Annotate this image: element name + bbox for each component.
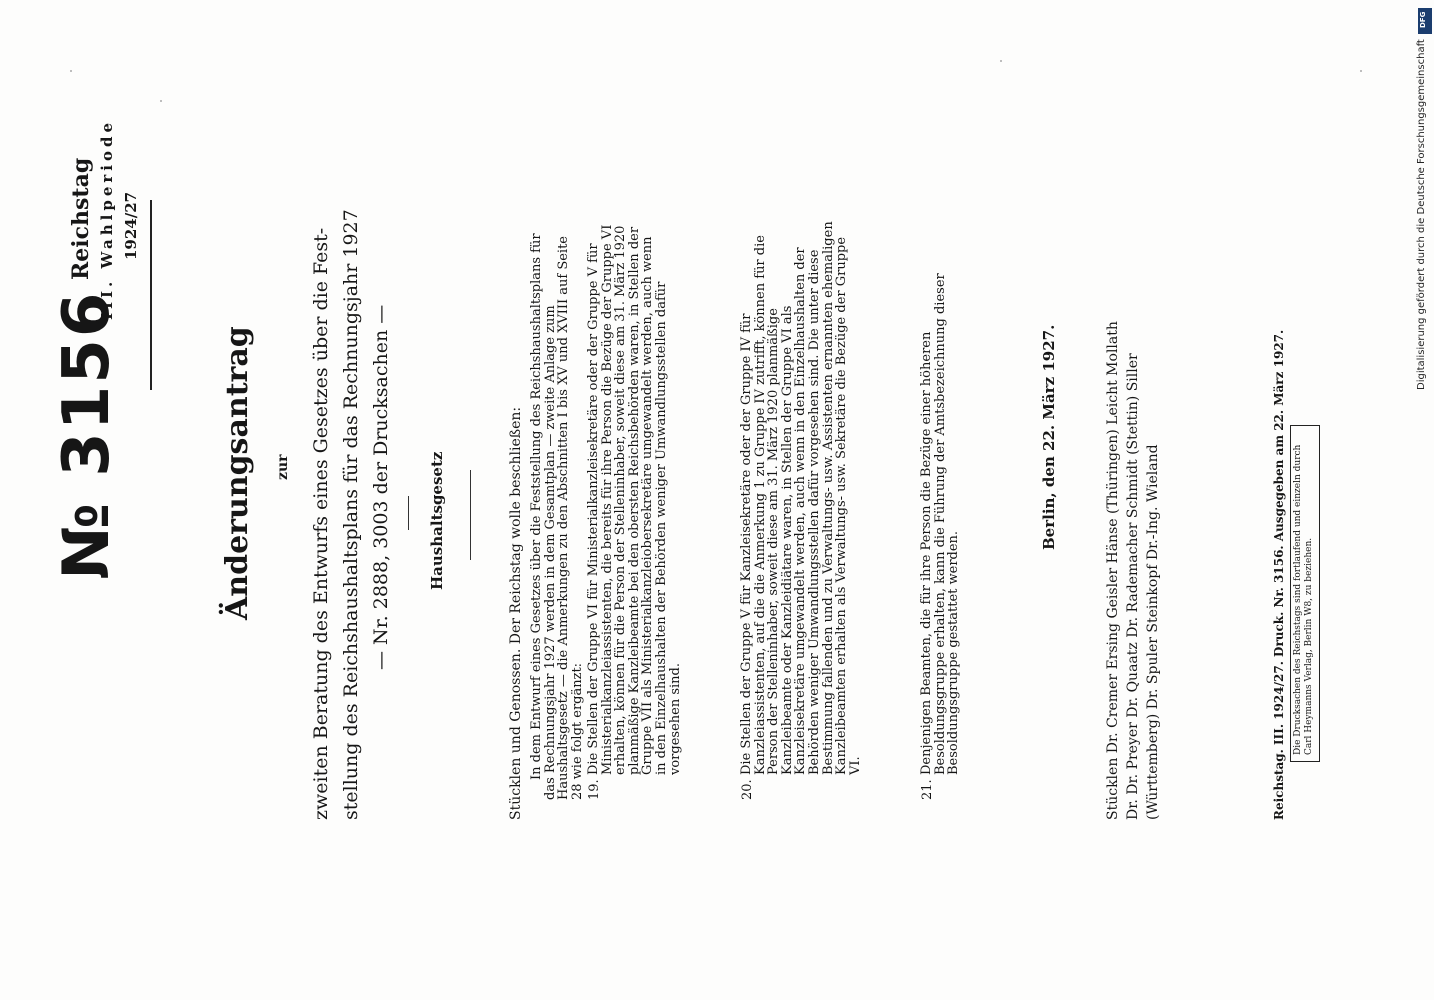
institution-name: Reichstag [68,157,94,280]
scan-speck [70,70,72,72]
signatures-line-3: (Württemberg) Dr. Spuler Steinkopf Dr.-Ing. Wieland [1145,444,1161,820]
scan-speck [160,100,162,102]
main-paragraph: In dem Entwurf eines Gesetzes über die Feststellung des Reichshaushaltsplans für das Rechnungsjahr 1927 werden in dem Gesamtplan — zweite Anlage zum Haushaltsgesetz — die Anmerkungen zu den Abschnitten I bis XV und XVIII auf Seite 28 wie folgt ergänzt: [529,233,585,800]
electoral-period: III. Wahlperiode [98,118,116,320]
document-title: Änderungsantrag [220,326,255,620]
signatures-line-2: Dr. Dr. Preyer Dr. Quaatz Dr. Rademacher Schmidt (Stettin) Siller [1125,353,1141,820]
item-19-text: Die Stellen der Gruppe VI für Ministerialkanzleisekretäre oder der Gruppe V für Ministerialkanzleiassistenten, die bereits für ihre Person die Bezüge der Gruppe VI erhalten, können für die Person der Stelleninhaber, soweit diese am 31. März 1920 planmäßige Kanzleibeamte bei den obersten Reichsbehörden waren, in Stellen der Gruppe VII als Ministerialkanzleiobersekretäre umgewandelt werden, auch wenn in den Einzelhaushalten der Behörden weniger Umwandlungsstellen dafür vorgesehen sind. [586,224,683,775]
divider-long [470,470,471,560]
scan-speck [1000,60,1002,62]
period-years: 1924/27 [122,191,140,260]
divider-short [408,496,409,530]
law-title: Haushaltsgesetz [428,451,446,590]
scan-speck [1360,70,1362,72]
subtitle-line-1: zweiten Beratung des Entwurfs eines Gesetzes über die Fest- [310,227,332,820]
item-20-text: Die Stellen der Gruppe V für Kanzleisekretäre oder der Gruppe IV für Kanzleiassistenten, auf die die Anmerkung 1 zu Gruppe IV zutrifft, können für die Person der Stelleninhaber, soweit diese am 31. März 1920 planmäßige Kanzleibeamte oder Kanzleidiätare waren, in Stellen der Gruppe VI als Kanzleisekretäre umgewandelt werden, auch wenn in den Einzelhaushalten der Behörden weniger Umwandlungsstellen dafür vorgesehen sind. Die unter diese Bestimmung fallenden und zu Verwaltungs- usw. Assistenten ernannten ehemaligen Kanzleibeamten erhalten als Verwaltungs- usw. Sekretäre die Bezüge der Gruppe VI. [739,221,863,775]
item-20-number: 20. [740,779,755,800]
rotated-document [50,40,1340,860]
item-21-text: Denjenigen Beamten, die für ihre Person die Bezüge einer höheren Besoldungsgruppe erhalten, kann die Führung der Amtsbezeichnung dieser Besoldungsgruppe gestattet werden. [919,273,962,775]
intro-line: Stücklen und Genossen. Der Reichstag wolle beschließen: [508,406,524,820]
print-imprint: Reichstag. III. 1924/27. Druck. Nr. 3156. Ausgegeben am 22. März 1927. [1272,329,1286,820]
header-rule [150,200,152,390]
document-number: № 3156 [50,290,124,580]
dfg-logo-text: DFG [1419,11,1427,28]
distribution-note-box [1290,425,1320,762]
item-21-number: 21. [920,779,935,800]
signatures-line-1: Stücklen Dr. Cremer Ersing Geisler Hänse (Thüringen) Leicht Mollath [1105,321,1121,820]
title-connector: zur [275,454,291,480]
dfg-logo [1418,8,1432,34]
distribution-note: Die Drucksachen des Reichstags sind fortlaufend und einzeln durch Carl Heymanns Verlag, Berlin W8, zu beziehen. [1293,444,1314,755]
digitization-credit: Digitalisierung gefördert durch die Deutsche Forschungsgemeinschaft [1416,39,1427,390]
subtitle-line-2: stellung des Reichshaushaltsplans für das Rechnungsjahr 1927 [340,209,362,820]
place-date: Berlin, den 22. März 1927. [1040,324,1058,550]
subtitle-line-3: — Nr. 2888, 3003 der Drucksachen — [370,304,392,670]
item-19-number: 19. [587,779,602,800]
